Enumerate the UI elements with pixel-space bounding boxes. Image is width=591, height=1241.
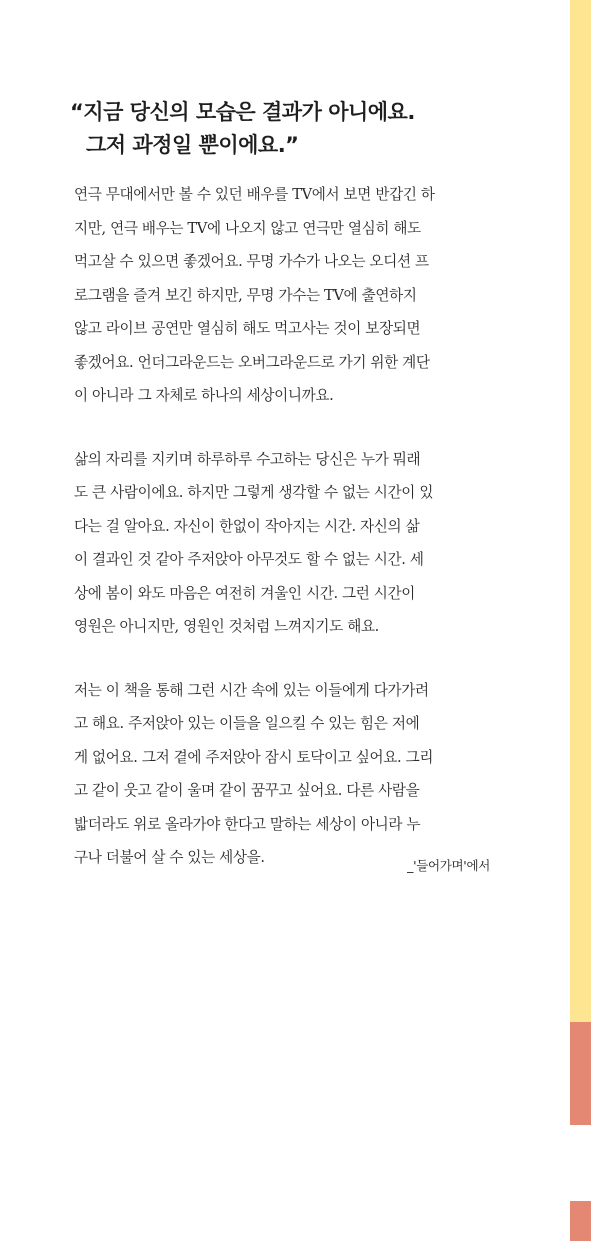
text-line: 연극 무대에서만 볼 수 있던 배우를 TV에서 보면 반갑긴 하 [74, 186, 435, 203]
text-line: 이 결과인 것 같아 주저앉아 아무것도 할 수 없는 시간. 세 [74, 551, 424, 568]
source-attribution: _'들어가며'에서 [407, 858, 490, 873]
text-line: 삶의 자리를 지키며 하루하루 수고하는 당신은 누가 뭐래 [74, 450, 421, 468]
text-line: 다는 걸 알아요. 자신이 한없이 작아지는 시간. 자신의 삶 [74, 517, 420, 535]
text-line: 영원은 아니지만, 영원인 것처럼 느껴지기도 해요. [74, 618, 379, 635]
text-line: 좋겠어요. 언더그라운드는 오버그라운드로 가기 위한 계단 [74, 353, 430, 371]
body-text [74, 178, 494, 905]
text-line: 구나 더불어 살 수 있는 세상을. [74, 849, 265, 866]
paragraph [74, 674, 494, 875]
text-line: 게 없어요. 그저 곁에 주저앉아 잠시 토닥이고 싶어요. 그리 [74, 748, 434, 766]
side-strip-salmon [570, 1022, 591, 1125]
text-line: 않고 라이브 공연만 열심히 해도 먹고사는 것이 보장되면 [74, 320, 421, 337]
text-line: 저는 이 책을 통해 그런 시간 속에 있는 이들에게 다가가려 [74, 681, 429, 699]
paragraph [74, 443, 494, 644]
paragraph [74, 178, 494, 413]
text-line: 지만, 연극 배우는 TV에 나오지 않고 연극만 열심히 해도 [74, 219, 421, 237]
text-line: 도 큰 사람이에요. 하지만 그렇게 생각할 수 없는 시간이 있 [74, 484, 434, 501]
text-line: 고 해요. 주저앉아 있는 이들을 일으킬 수 있는 힘은 저에 [74, 715, 420, 732]
text-line: 로그램을 즐겨 보긴 하지만, 무명 가수는 TV에 출연하지 [74, 286, 417, 304]
pull-quote [70, 96, 550, 162]
text-line: 밟더라도 위로 올라가야 한다고 말하는 세상이 아니라 누 [74, 815, 421, 833]
text-line: 이 아니라 그 자체로 하나의 세상이니까요. [74, 387, 334, 404]
pull-quote-line: “지금 당신의 모습은 결과가 아니에요. [70, 100, 415, 124]
text-line: 상에 봄이 와도 마음은 여전히 겨울인 시간. 그런 시간이 [74, 584, 416, 602]
pull-quote-line: 그저 과정일 뿐이에요.” [86, 133, 299, 157]
text-line: 고 같이 웃고 같이 울며 같이 꿈꾸고 싶어요. 다른 사람을 [74, 782, 420, 799]
side-strip-yellow [570, 0, 591, 1022]
text-line: 먹고살 수 있으면 좋겠어요. 무명 가수가 나오는 오디션 프 [74, 253, 429, 270]
side-strip-salmon-bottom [570, 1201, 591, 1241]
